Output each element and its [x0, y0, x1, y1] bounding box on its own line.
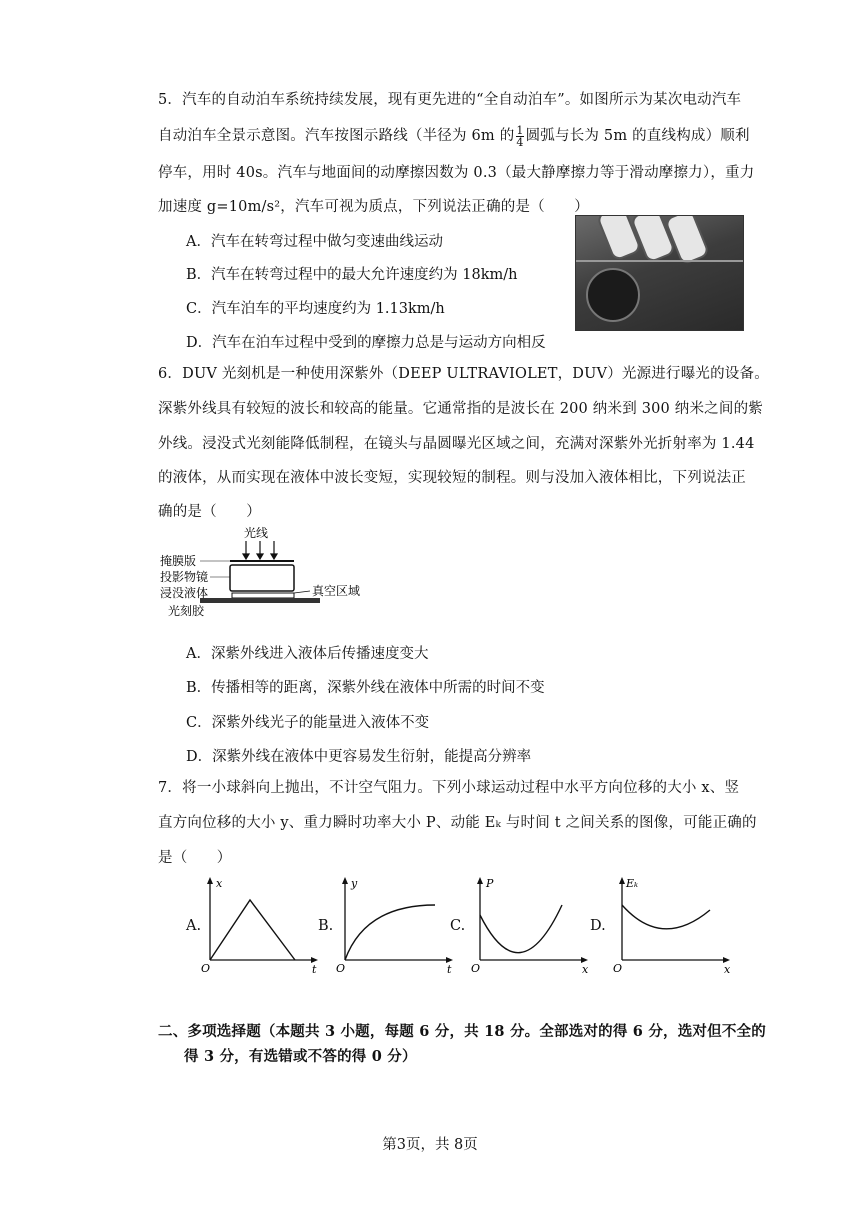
graph-a [200, 875, 325, 975]
graph-c [470, 875, 595, 975]
graph-d [612, 875, 737, 975]
label-lens: 投影物镜 [160, 570, 209, 584]
q6-line-2: 深紫外线具有较短的波长和较高的能量。它通常指的是波长在 200 纳米到 300 纳米之间的紫 [158, 401, 763, 417]
q7-line-2: 直方向位移的大小 y、重力瞬时功率大小 P、动能 Eₖ 与时间 t 之间关系的图像，可能正确的 [158, 815, 757, 831]
q6-line-4: 的液体，从而实现在液体中波长变短，实现较短的制程。则与没加入液体相比，下列说法正 [158, 470, 746, 486]
q5-line-3: 停车，用时 40s。汽车与地面间的动摩擦因数为 0.3（最大静摩擦力等于滑动摩擦力），重力 [158, 165, 755, 181]
label-liquid: 浸没液体 [160, 586, 209, 600]
section-2-heading: 二、多项选择题（本题共 3 小题，每题 6 分，共 18 分。全部选对的得 6 分，选对但不全的 [158, 1023, 766, 1040]
q6-option-d[interactable]: D．深紫外线在液体中更容易发生衍射，能提高分辨率 [186, 749, 532, 765]
q5-option-b[interactable]: B．汽车在转弯过程中的最大允许速度约为 18km/h [186, 267, 518, 283]
graph-a-curve [210, 900, 295, 960]
graph-c-y-label: P [486, 877, 494, 890]
q5-line-2b: 圆弧与长为 5m 的直线构成）顺利 [525, 128, 750, 144]
auto-parking-car-icon [586, 268, 640, 322]
q5-line-2 [158, 124, 750, 148]
graph-d-x-label: x [724, 963, 731, 975]
q5-line-1: 5．汽车的自动泊车系统持续发展，现有更先进的“全自动泊车”。如图所示为某次电动汽车 [158, 92, 742, 108]
graph-b [335, 875, 460, 975]
vacuum-leader [294, 591, 310, 593]
q7-line-3: 是（ ） [158, 850, 232, 866]
fraction-numerator: 1 [516, 123, 524, 137]
q6-option-a[interactable]: A．深紫外线进入液体后传播速度变大 [186, 646, 429, 662]
q7-line-1: 7．将一小球斜向上抛出，不计空气阻力。下列小球运动过程中水平方向位移的大小 x、竖 [158, 780, 740, 796]
graph-d-curve [622, 905, 710, 929]
q6-option-c[interactable]: C．深紫外线光子的能量进入液体不变 [186, 715, 430, 731]
light-arrows [243, 541, 277, 559]
q5-option-c[interactable]: C．汽车泊车的平均速度约为 1.13km/h [186, 301, 445, 317]
section-2-heading-cont: 得 3 分，有选错或不答的得 0 分） [184, 1048, 417, 1065]
graph-b-y-label: y [351, 877, 358, 890]
page-footer: 第3页，共 8页 [382, 1137, 478, 1153]
q6-line-1: 6．DUV 光刻机是一种使用深紫外（DEEP ULTRAVIOLET，DUV）光源进行曝光的设备。 [158, 366, 769, 382]
graph-b-label[interactable]: B. [318, 918, 334, 934]
graph-b-x-label: t [447, 963, 452, 975]
graph-a-label[interactable]: A. [186, 918, 202, 934]
graph-a-x-label: t [312, 963, 317, 975]
label-light: 光线 [244, 526, 269, 540]
q5-option-d[interactable]: D．汽车在泊车过程中受到的摩擦力总是与运动方向相反 [186, 335, 546, 351]
graph-b-origin: O [336, 962, 346, 975]
graph-c-curve [480, 905, 562, 953]
label-vacuum: 真空区域 [312, 584, 361, 598]
fraction-denominator: 4 [516, 135, 524, 149]
q6-line-5: 确的是（ ） [158, 504, 261, 520]
graph-d-label[interactable]: D. [590, 918, 606, 934]
parking-photo [575, 215, 744, 331]
graph-c-origin: O [471, 962, 481, 975]
q5-fraction [516, 125, 523, 148]
graph-c-label[interactable]: C. [450, 918, 466, 934]
q6-option-b[interactable]: B．传播相等的距离，深紫外线在液体中所需的时间不变 [186, 680, 545, 696]
graph-a-y-label: x [216, 877, 223, 890]
projection-lens [230, 565, 294, 591]
graph-d-y-label: Eₖ [626, 877, 639, 890]
label-resist: 光刻胶 [168, 604, 205, 618]
graph-d-origin: O [613, 962, 623, 975]
q5-line-2a: 自动泊车全景示意图。汽车按图示路线（半径为 6m 的 [158, 128, 515, 144]
graph-c-x-label: x [582, 963, 589, 975]
label-mask: 掩膜版 [160, 554, 197, 568]
immersion-liquid [232, 593, 294, 598]
graph-b-curve [345, 905, 435, 960]
lithography-diagram [160, 525, 375, 625]
lane-marking [576, 260, 743, 262]
graph-a-origin: O [201, 962, 211, 975]
q5-line-4: 加速度 g=10m/s²，汽车可视为质点，下列说法正确的是（ ） [158, 199, 589, 215]
q6-line-3: 外线。浸没式光刻能降低制程，在镜头与晶圆曝光区域之间，充满对深紫外光折射率为 1.44 [158, 436, 755, 452]
photoresist [200, 598, 320, 603]
q5-option-a[interactable]: A．汽车在转弯过程中做匀变速曲线运动 [186, 234, 443, 250]
